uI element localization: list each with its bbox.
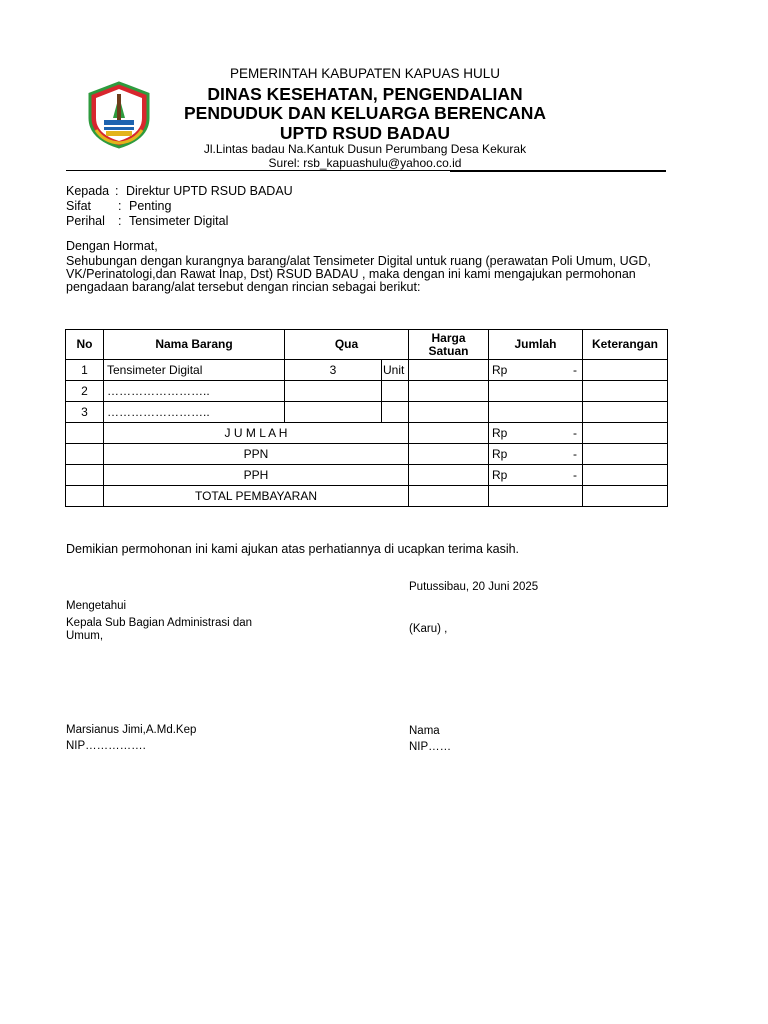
summary-harga [409, 465, 489, 486]
row-harga [409, 402, 489, 423]
summary-harga [409, 423, 489, 444]
row-unit: Unit [382, 360, 409, 381]
row-keterangan [583, 402, 668, 423]
row-unit [382, 381, 409, 402]
meta-kepada-label: Kepada [66, 184, 110, 198]
summary-harga [409, 444, 489, 465]
col-header-jumlah: Jumlah [489, 330, 583, 360]
summary-amount [489, 486, 583, 507]
row-jumlah [489, 402, 583, 423]
row-harga [409, 381, 489, 402]
summary-blank [66, 486, 104, 507]
summary-keterangan [583, 465, 668, 486]
row-jumlah [489, 381, 583, 402]
left-signer-name: Marsianus Jimi,A.Md.Kep [66, 724, 197, 736]
agency-name-line1: DINAS KESEHATAN, PENGENDALIAN [207, 84, 523, 104]
row-no: 1 [66, 360, 104, 381]
summary-row-ppn [66, 444, 668, 465]
address: Jl.Lintas badau Na.Kantuk Dusun Perumbang Desa Kekurak [203, 142, 527, 156]
row-item-name: …………………….. [104, 381, 285, 402]
right-sign-title: (Karu) , [409, 623, 448, 635]
table-header-row [66, 330, 668, 360]
row-jumlah-value: - [573, 363, 577, 377]
row-keterangan [583, 360, 668, 381]
email: Surel: rsb_kapuashulu@yahoo.co.id [268, 156, 462, 170]
header-divider-thick [450, 171, 666, 172]
body-line-1: Sehubungan dengan kurangnya barang/alat Tensimeter Digital untuk ruang (perawatan Poli Umum, UGD, [66, 254, 651, 268]
right-signer-name: Nama [409, 725, 440, 737]
summary-keterangan [583, 486, 668, 507]
col-header-nama-barang: Nama Barang [104, 330, 285, 360]
meta-kepada-value: Direktur UPTD RSUD BADAU [126, 184, 293, 198]
summary-amount [489, 423, 583, 444]
summary-value: - [573, 426, 577, 440]
left-sign-title-1: Kepala Sub Bagian Administrasi dan [66, 617, 253, 629]
summary-row-pph [66, 465, 668, 486]
closing-sentence: Demikian permohonan ini kami ajukan atas perhatiannya di ucapkan terima kasih. [66, 542, 520, 556]
meta-perihal-label: Perihal [66, 214, 105, 228]
agency-name-line2: PENDUDUK DAN KELUARGA BERENCANA [184, 103, 546, 123]
summary-keterangan [583, 444, 668, 465]
summary-blank [66, 423, 104, 444]
table-row [66, 360, 668, 381]
unit-name: UPTD RSUD BADAU [279, 123, 451, 143]
row-no: 2 [66, 381, 104, 402]
meta-sifat-sep: : [118, 199, 122, 213]
summary-label: PPN [104, 444, 409, 465]
row-jumlah-currency: Rp [492, 363, 508, 377]
summary-keterangan [583, 423, 668, 444]
place-date: Putussibau, 20 Juni 2025 [409, 581, 539, 593]
col-header-keterangan: Keterangan [583, 330, 668, 360]
row-qty [285, 381, 382, 402]
summary-currency: Rp [492, 447, 508, 461]
mengetahui-label: Mengetahui [66, 600, 127, 612]
table-row [66, 381, 668, 402]
meta-perihal-value: Tensimeter Digital [129, 214, 229, 228]
row-no: 3 [66, 402, 104, 423]
summary-value: - [573, 468, 577, 482]
summary-amount [489, 465, 583, 486]
row-qty: 3 [285, 360, 382, 381]
right-signer-nip: NIP…… [409, 741, 452, 753]
left-sign-title-2: Umum, [66, 630, 104, 642]
row-qty [285, 402, 382, 423]
summary-label: TOTAL PEMBAYARAN [104, 486, 409, 507]
col-header-harga-satuan: Harga Satuan [409, 330, 489, 360]
greeting: Dengan Hormat, [66, 239, 158, 253]
summary-currency: Rp [492, 468, 508, 482]
gov-name: PEMERINTAH KABUPATEN KAPUAS HULU [229, 66, 501, 81]
row-unit [382, 402, 409, 423]
row-keterangan [583, 381, 668, 402]
left-signer-nip: NIP……………. [66, 740, 146, 752]
meta-perihal-sep: : [118, 214, 122, 228]
summary-row-jumlah [66, 423, 668, 444]
summary-row-total [66, 486, 668, 507]
col-header-qua: Qua [285, 330, 409, 360]
body-line-3: pengadaan barang/alat tersebut dengan rincian sebagai berikut: [66, 280, 421, 294]
row-harga [409, 360, 489, 381]
row-item-name: Tensimeter Digital [104, 360, 285, 381]
summary-amount [489, 444, 583, 465]
items-table [65, 329, 668, 507]
row-item-name: …………………….. [104, 402, 285, 423]
summary-value: - [573, 447, 577, 461]
col-header-no: No [66, 330, 104, 360]
meta-sifat-value: Penting [129, 199, 172, 213]
summary-currency: Rp [492, 426, 508, 440]
meta-sifat-label: Sifat [66, 199, 92, 213]
meta-kepada-sep: : [115, 184, 119, 198]
body-line-2: VK/Perinatologi,dan Rawat Inap, Dst) RSUD BADAU , maka dengan ini kami mengajukan permohonan [66, 267, 636, 281]
summary-blank [66, 444, 104, 465]
table-row [66, 402, 668, 423]
summary-blank [66, 465, 104, 486]
summary-label: PPH [104, 465, 409, 486]
row-jumlah [489, 360, 583, 381]
summary-label: J U M L A H [104, 423, 409, 444]
summary-harga [409, 486, 489, 507]
